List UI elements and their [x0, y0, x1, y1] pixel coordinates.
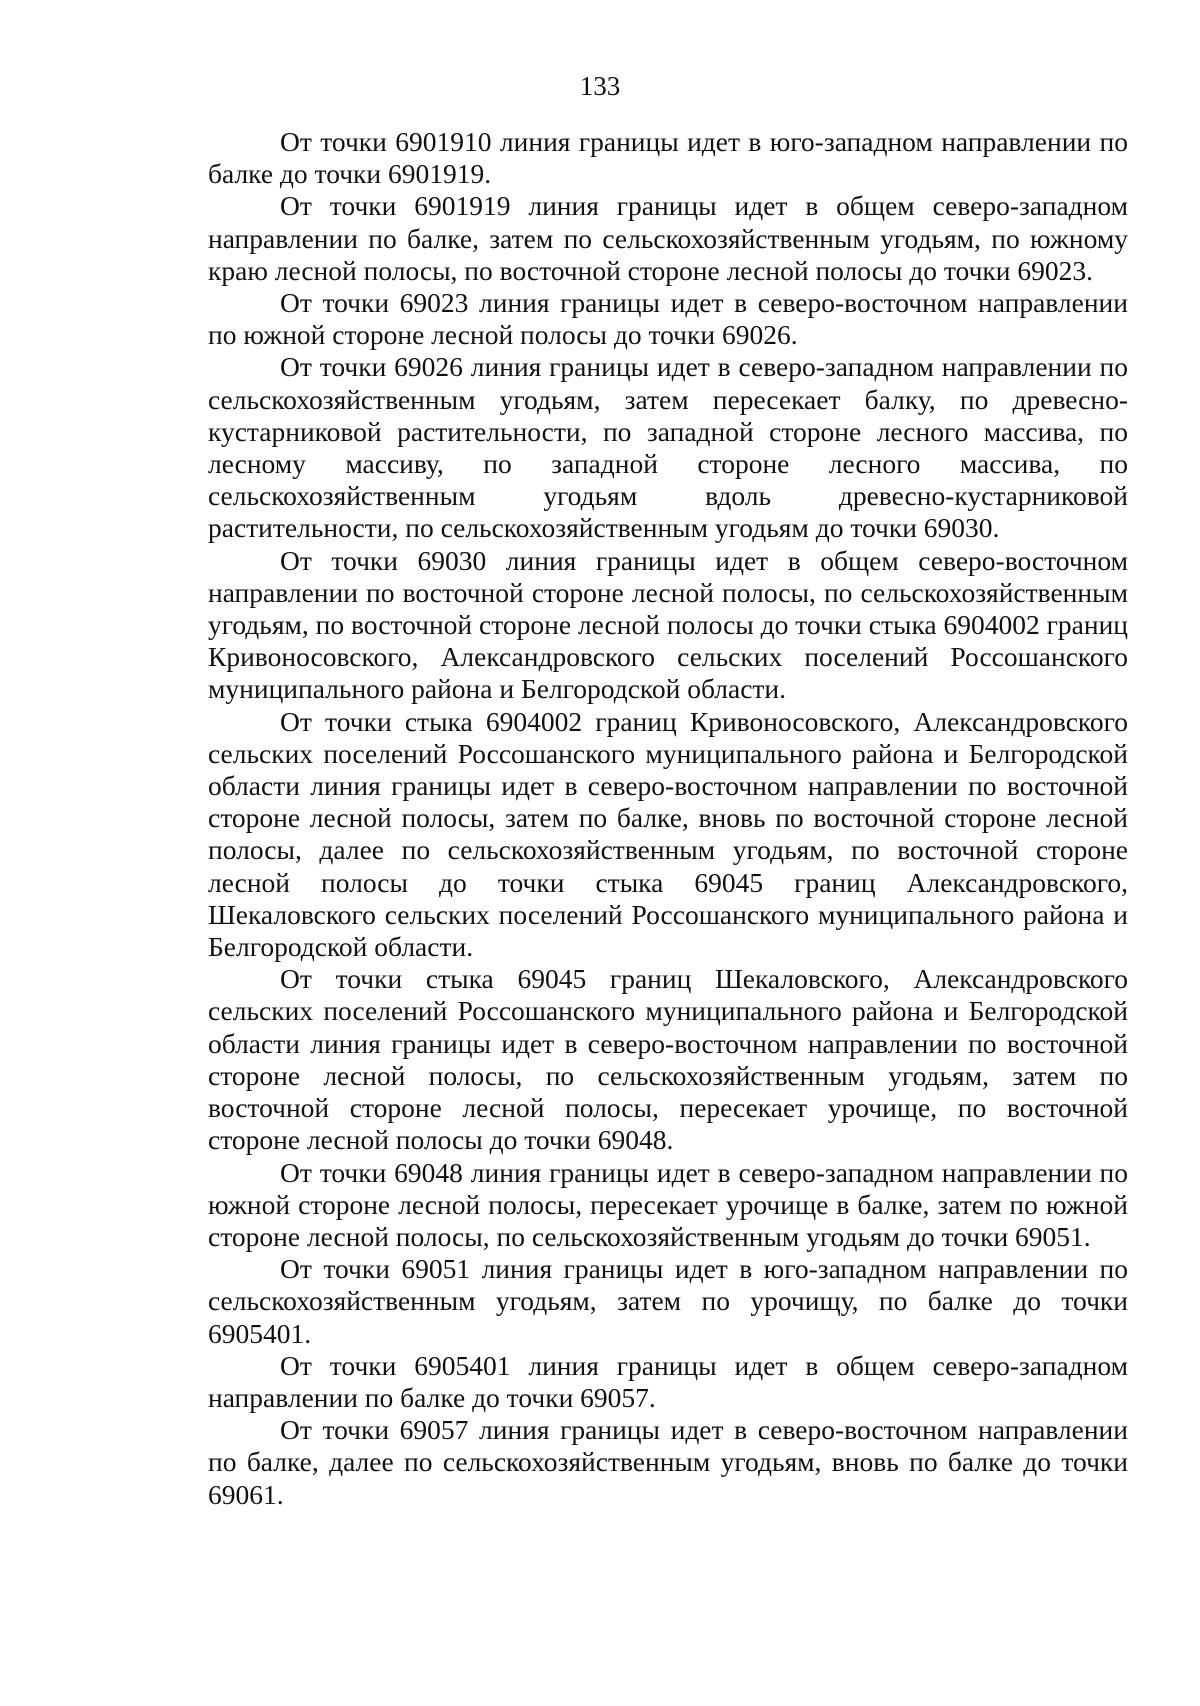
paragraph-7: От точки стыка 69045 границ Шекаловского, Александровского сельских поселений Россошанского муниципального района и Белгородской области линия границы идет в северо-восточном направлении по восточной стороне лесной полосы, по сельскохозяйственным угодьям, затем по восточной стороне лесной полосы, пересекает урочище, по восточной стороне лесной полосы до точки 69048.	[208, 963, 1128, 1156]
paragraph-9: От точки 69051 линия границы идет в юго-западном направлении по сельскохозяйственным угодьям, затем по урочищу, по балке до точки 6905401.	[208, 1253, 1128, 1349]
paragraph-2: От точки 6901919 линия границы идет в общем северо-западном направлении по балке, затем по сельскохозяйственным угодьям, по южному краю лесной полосы, по восточной стороне лесной полосы до точки 69023.	[208, 190, 1128, 286]
paragraph-6: От точки стыка 6904002 границ Кривоносовского, Александровского сельских поселений Россошанского муниципального района и Белгородской области линия границы идет в северо-восточном направлении по восточной стороне лесной полосы, затем по балке, вновь по восточной стороне лесной полосы, далее по сельскохозяйственным угодьям, по восточной стороне лесной полосы до точки стыка 69045 границ Александровского, Шекаловского сельских поселений Россошанского муниципального района и Белгородской области.	[208, 705, 1128, 963]
paragraph-4: От точки 69026 линия границы идет в северо-западном направлении по сельскохозяйственным угодьям, затем пересекает балку, по древесно-кустарниковой растительности, по западной стороне лесного массива, по лесному массиву, по западной стороне лесного массива, по сельскохозяйственным угодьям вдоль древесно-кустарниковой растительности, по сельскохозяйственным угодьям до точки 69030.	[208, 351, 1128, 544]
page-number: 133	[579, 71, 621, 101]
paragraph-3: От точки 69023 линия границы идет в северо-восточном направлении по южной стороне лесной полосы до точки 69026.	[208, 287, 1128, 351]
paragraph-10: От точки 6905401 линия границы идет в общем северо-западном направлении по балке до точки 69057.	[208, 1349, 1128, 1413]
document-body	[208, 126, 1128, 1511]
paragraph-5: От точки 69030 линия границы идет в общем северо-восточном направлении по восточной стороне лесной полосы, по сельскохозяйственным угодьям, по восточной стороне лесной полосы до точки стыка 6904002 границ Кривоносовского, Александровского сельских поселений Россошанского муниципального района и Белгородской области.	[208, 544, 1128, 705]
paragraph-1: От точки 6901910 линия границы идет в юго-западном направлении по балке до точки 6901919.	[208, 126, 1128, 190]
paragraph-8: От точки 69048 линия границы идет в северо-западном направлении по южной стороне лесной полосы, пересекает урочище в балке, затем по южной стороне лесной полосы, по сельскохозяйственным угодьям до точки 69051.	[208, 1156, 1128, 1252]
paragraph-11: От точки 69057 линия границы идет в северо-восточном направлении по балке, далее по сельскохозяйственным угодьям, вновь по балке до точки 69061.	[208, 1414, 1128, 1510]
